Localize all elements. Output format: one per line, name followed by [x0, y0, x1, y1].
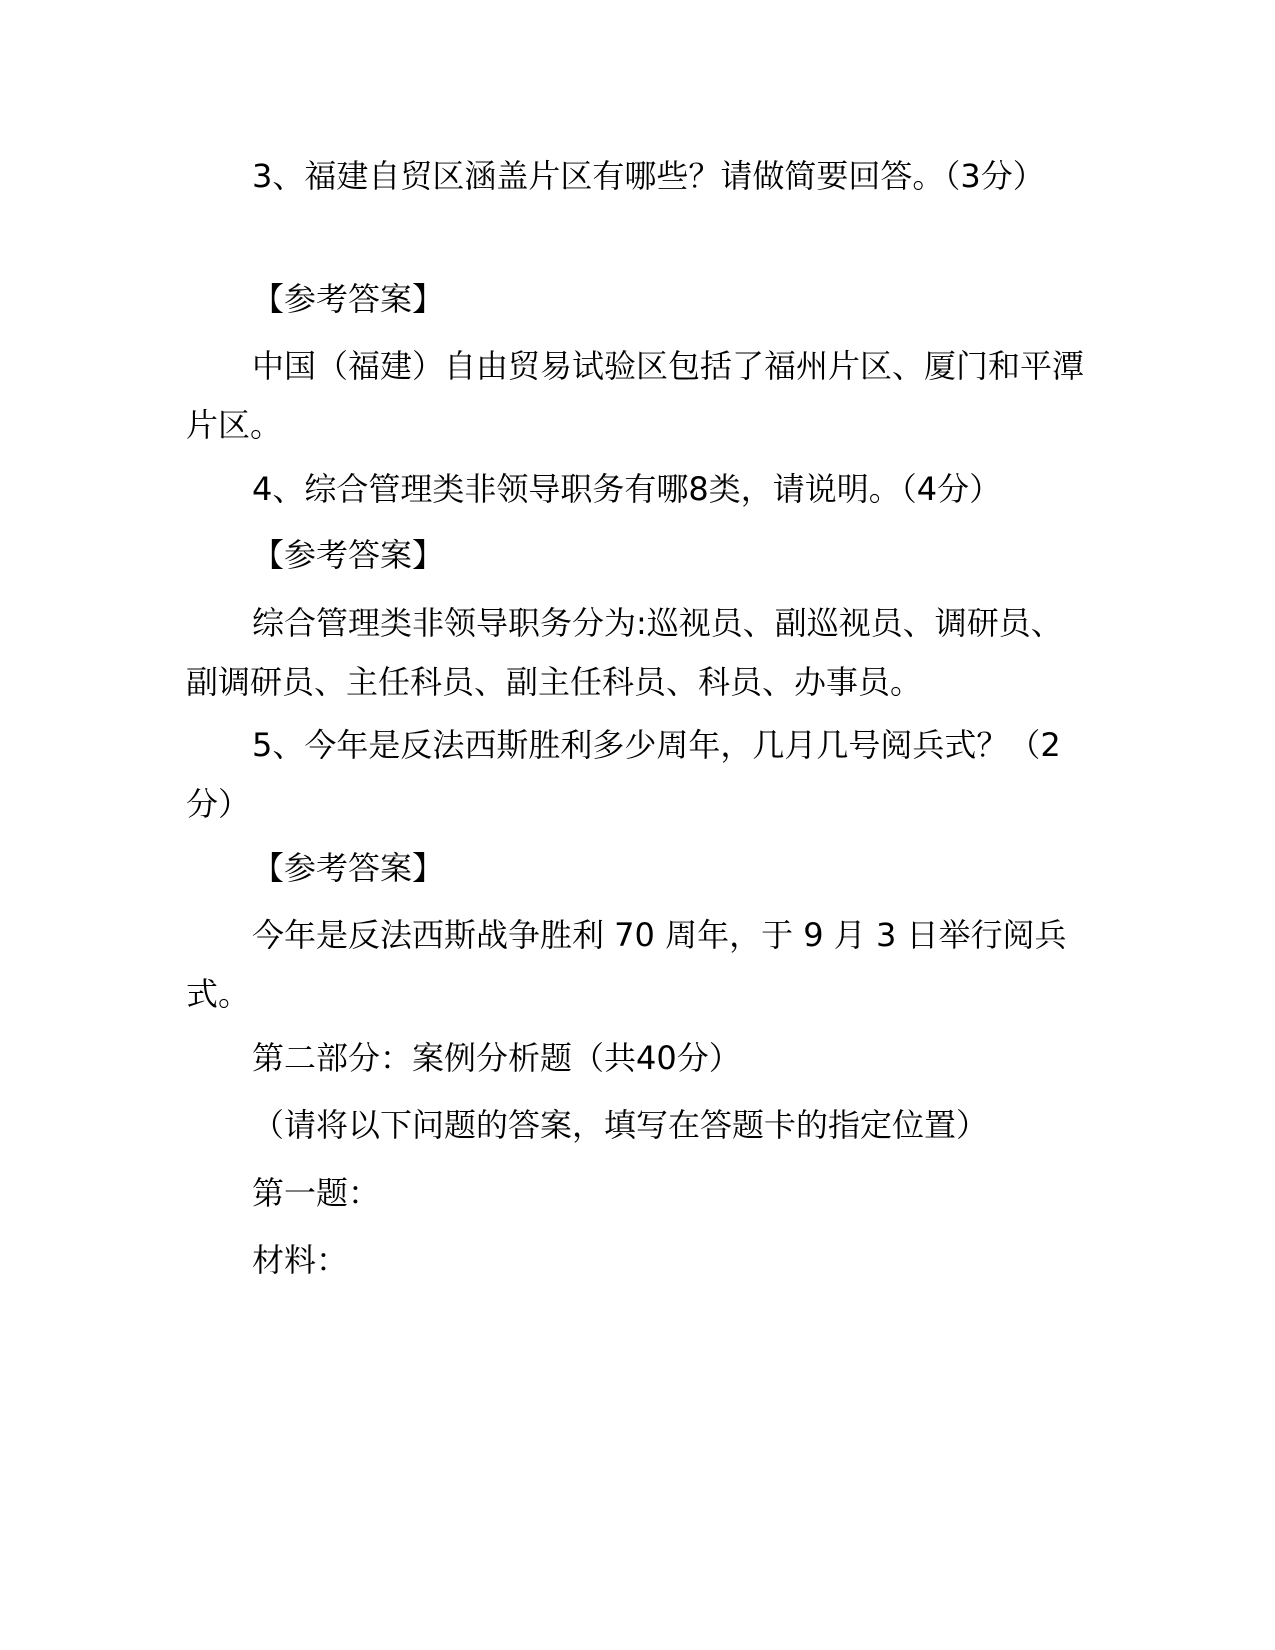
part-two-title: 第二部分：案例分析题（共40分）	[252, 1039, 741, 1077]
question-3: 3、福建自贸区涵盖片区有哪些？请做简要回答。（3分）	[252, 157, 1045, 195]
part-two-instruction: （请将以下问题的答案，填写在答题卡的指定位置）	[252, 1106, 989, 1144]
reference-answer-heading: 【参考答案】	[252, 536, 445, 574]
question-5: 5、今年是反法西斯胜利多少周年，几月几号阅兵式？（2分）	[186, 726, 1061, 823]
reference-answer-heading: 【参考答案】	[252, 280, 445, 318]
question-5-answer: 今年是反法西斯战争胜利 70 周年，于 9 月 3 日举行阅兵式。	[186, 916, 1067, 1013]
question-1-heading: 第一题：	[252, 1174, 381, 1212]
reference-answer-heading: 【参考答案】	[252, 849, 445, 887]
question-4-answer: 综合管理类非领导职务分为:巡视员、副巡视员、调研员、副调研员、主任科员、副主任科员、科员、办事员。	[186, 604, 1063, 701]
question-3-answer: 中国（福建）自由贸易试验区包括了福州片区、厦门和平潭片区。	[186, 347, 1085, 444]
question-4: 4、综合管理类非领导职务有哪8类，请说明。（4分）	[252, 470, 1002, 508]
material-heading: 材料：	[252, 1241, 349, 1279]
